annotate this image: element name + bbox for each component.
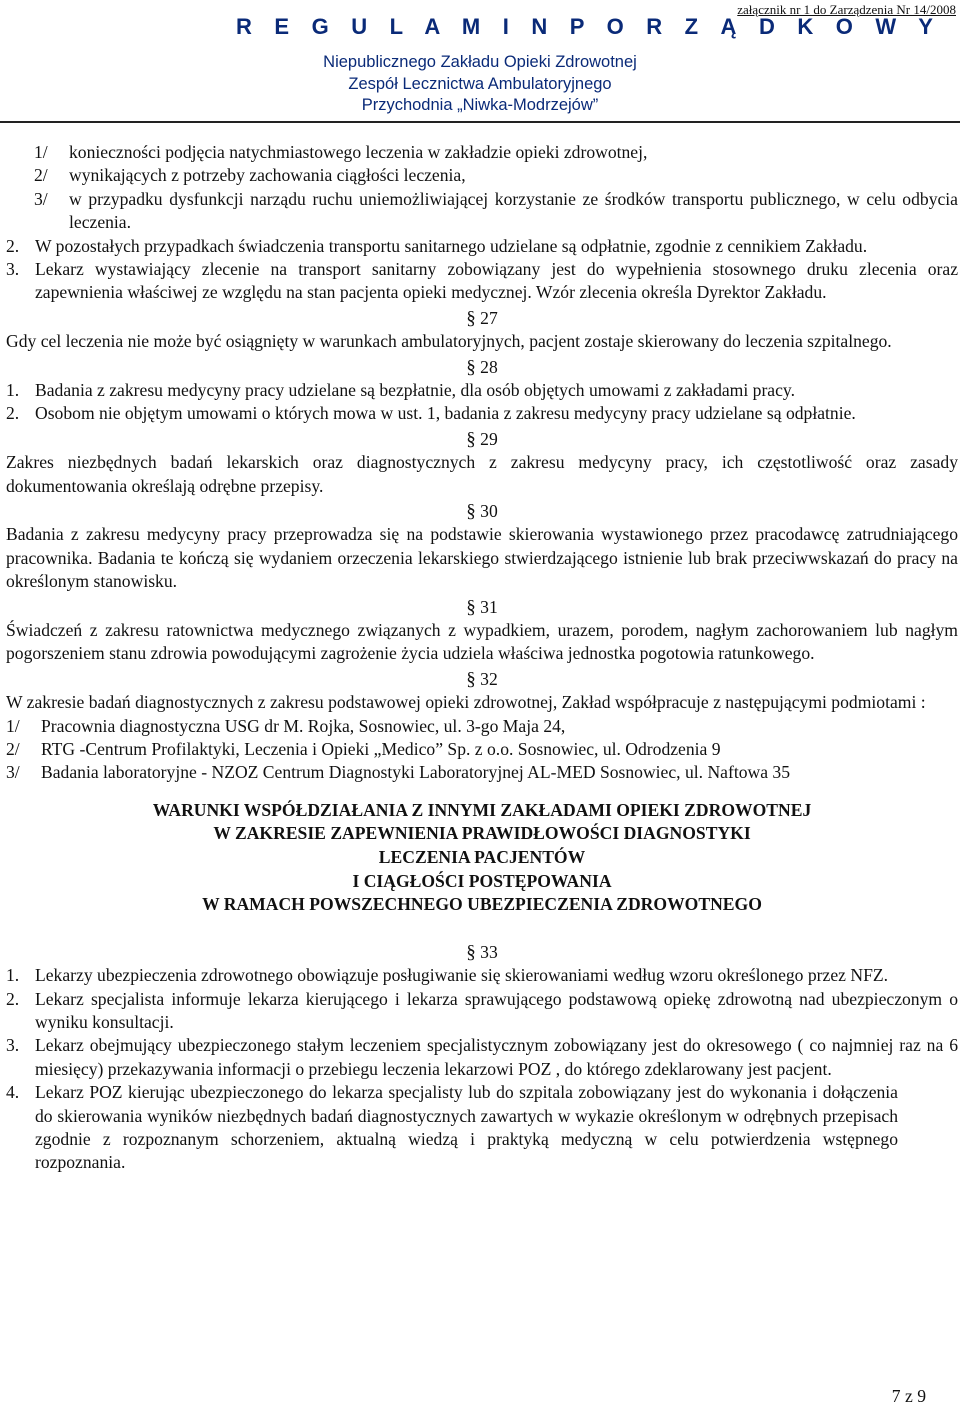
list-text: RTG -Centrum Profilaktyki, Leczenia i Opieki „Medico” Sp. z o.o. Sosnowiec, ul. Odrodzenia 9 xyxy=(41,739,721,760)
section-marker-27 xyxy=(6,307,958,330)
list-text: Lekarz wystawiający zlecenie na transport sanitarny zobowiązany jest do wypełnienia stosownego druku zlecenia oraz zapewnienia właściwej ze względu na stan pacjenta opieki medycznej. Wzór zlecenia określa Dyrektor Zakładu. xyxy=(35,259,958,303)
list-item xyxy=(6,988,958,1035)
list-item xyxy=(34,141,958,164)
heading-line: LECZENIA PACJENTÓW xyxy=(378,847,586,868)
section-number: 28 xyxy=(480,356,498,377)
list-text: Osobom nie objętym umowami o których mowa w ust. 1, badania z zakresu medycyny pracy udzielane są odpłatnie. xyxy=(35,403,856,424)
list-item xyxy=(6,235,958,258)
list-number: 2. xyxy=(6,988,20,1009)
list-number: 2/ xyxy=(34,165,48,186)
list-number: 2/ xyxy=(6,739,20,760)
section-marker-31 xyxy=(6,596,958,619)
section-marker-30 xyxy=(6,500,958,523)
heading-line: W RAMACH POWSZECHNEGO UBEZPIECZENIA ZDROWOTNEGO xyxy=(202,894,762,915)
document-title: R E G U L A M I N P O R Z Ą D K O W Y xyxy=(236,14,942,39)
list-text: Badania z zakresu medycyny pracy udzielane są bezpłatnie, dla osób objętych umowami z zakładami pracy. xyxy=(35,380,795,401)
list-number: 1. xyxy=(6,965,20,986)
list-text: konieczności podjęcia natychmiastowego leczenia w zakładzie opieki zdrowotnej, xyxy=(69,142,648,162)
spacer xyxy=(6,917,958,939)
document-body xyxy=(6,141,958,1175)
list-number: 1. xyxy=(6,380,20,401)
section-number: 31 xyxy=(480,596,498,617)
list-item xyxy=(6,738,958,761)
list-text: Lekarz obejmujący ubezpieczonego stałym leczeniem specjalistycznym zobowiązany jest do okresowego ( co najmniej raz na 6 miesięcy) przekazywania informacji o przebiegu leczenia lekarzowi POZ , do którego zdeklarowany jest pacjent. xyxy=(35,1035,958,1079)
list-item xyxy=(6,258,958,305)
list-item xyxy=(34,188,958,235)
paragraph-27: Gdy cel leczenia nie może być osiągnięty w warunkach ambulatoryjnych, pacjent zostaje skierowany do leczenia szpitalnego. xyxy=(6,331,892,352)
section-number: 29 xyxy=(480,428,498,449)
header-subtitle-2: Zespół Lecznictwa Ambulatoryjnego xyxy=(348,75,612,93)
list-number: 3. xyxy=(6,259,20,280)
section-number: 33 xyxy=(480,941,498,962)
list-number: 3. xyxy=(6,1035,20,1056)
section-marker-32 xyxy=(6,668,958,691)
section-symbol: § xyxy=(466,596,476,618)
heading-line: W ZAKRESIE ZAPEWNIENIA PRAWIDŁOWOŚCI DIAGNOSTYKI xyxy=(213,823,751,844)
section-symbol: § xyxy=(466,428,476,450)
list-item xyxy=(6,379,958,402)
section-heading xyxy=(6,799,958,917)
list-item xyxy=(6,715,958,738)
attachment-note: załącznik nr 1 do Zarządzenia Nr 14/2008 xyxy=(737,2,956,17)
list-number: 4. xyxy=(6,1082,20,1103)
heading-line: WARUNKI WSPÓŁDZIAŁANIA Z INNYMI ZAKŁADAMI OPIEKI ZDROWOTNEJ xyxy=(152,799,812,820)
header-subtitle-1: Niepublicznego Zakładu Opieki Zdrowotnej xyxy=(323,53,637,71)
paragraph-29: Zakres niezbędnych badań lekarskich oraz diagnostycznych z zakresu medycyny pracy, ich częstotliwość oraz zasady dokumentowania określają odrębne przepisy. xyxy=(6,452,958,496)
list-number: 2. xyxy=(6,403,20,424)
list-text: Lekarz specjalista informuje lekarza kierującego i lekarza sprawującego podstawową opiekę zdrowotną nad ubezpieczonym o wyniku konsultacji. xyxy=(35,988,958,1033)
section-number: 27 xyxy=(480,307,498,328)
list-text: Pracownia diagnostyczna USG dr M. Rojka, Sosnowiec, ul. 3-go Maja 24, xyxy=(41,715,566,736)
list-text: w przypadku dysfunkcji narządu ruchu uniemożliwiającej korzystanie ze środków transportu publicznego, w celu odbycia leczenia. xyxy=(69,188,958,233)
list-number: 3/ xyxy=(34,188,48,209)
list-text: Lekarzy ubezpieczenia zdrowotnego obowiązuje posługiwanie się skierowaniami według wzoru określonego przez NFZ. xyxy=(35,965,888,986)
paragraph-30: Badania z zakresu medycyny pracy przeprowadza się na podstawie skierowania wystawionego przez pracodawcę zatrudniającego pracownika. Badania te kończą się wydaniem orzeczenia lekarskiego stwierdzającego istnienie lub brak przeciwwskazań do pracy na określonym stanowisku. xyxy=(6,524,958,592)
list-number: 1/ xyxy=(6,715,20,736)
heading-line: I CIĄGŁOŚCI POSTĘPOWANIA xyxy=(352,870,612,891)
list-item xyxy=(6,1034,958,1081)
section-number: 30 xyxy=(480,501,498,522)
section-marker-33 xyxy=(6,941,958,964)
list-text: Badania laboratoryjne - NZOZ Centrum Diagnostyki Laboratoryjnej AL-MED Sosnowiec, ul. Naftowa 35 xyxy=(41,762,791,783)
section-symbol: § xyxy=(466,307,476,329)
section-symbol: § xyxy=(466,356,476,378)
header-subtitle-3: Przychodnia „Niwka-Modrzejów” xyxy=(361,96,599,114)
section-marker-29 xyxy=(6,428,958,451)
list-number: 2. xyxy=(6,235,20,256)
section-symbol: § xyxy=(466,941,476,963)
section-number: 32 xyxy=(480,668,498,689)
list-item xyxy=(34,164,958,187)
section-marker-28 xyxy=(6,356,958,379)
page-number: 7 z 9 xyxy=(891,1386,926,1406)
list-item xyxy=(6,964,958,987)
section-symbol: § xyxy=(466,668,476,690)
list-number: 3/ xyxy=(6,762,20,783)
list-text: Lekarz POZ kierując ubezpieczonego do lekarza specjalisty lub do szpitala zobowiązany jest do wykonania i dołączenia do skierowania wyników niezbędnych badań diagnostycznych zawartych w wykazie określonym w odrębnych przepisach zgodnie z rozpoznanym schorzeniem, aktualną wiedzą i praktyką medyczną w celu potwierdzenia wstępnego rozpoznania. xyxy=(35,1082,898,1173)
list-text: wynikających z potrzeby zachowania ciągłości leczenia, xyxy=(69,165,466,186)
header-rule xyxy=(0,121,960,123)
list-item xyxy=(6,1081,958,1175)
list-number: 1/ xyxy=(34,142,48,162)
paragraph-32: W zakresie badań diagnostycznych z zakresu podstawowej opieki zdrowotnej, Zakład współpracuje z następującymi podmiotami : xyxy=(6,692,926,713)
paragraph-31: Świadczeń z zakresu ratownictwa medycznego związanych z wypadkiem, urazem, porodem, nagłym zachorowaniem lub nagłym pogorszeniem stanu zdrowia powodującymi zagrożenie życia udziela właściwa jednostka pogotowia ratunkowego. xyxy=(6,620,958,664)
list-item xyxy=(6,402,958,425)
list-text: W pozostałych przypadkach świadczenia transportu sanitarnego udzielane są odpłatnie, zgodnie z cennikiem Zakładu. xyxy=(35,235,868,256)
section-symbol: § xyxy=(466,501,476,523)
list-item xyxy=(6,761,958,784)
